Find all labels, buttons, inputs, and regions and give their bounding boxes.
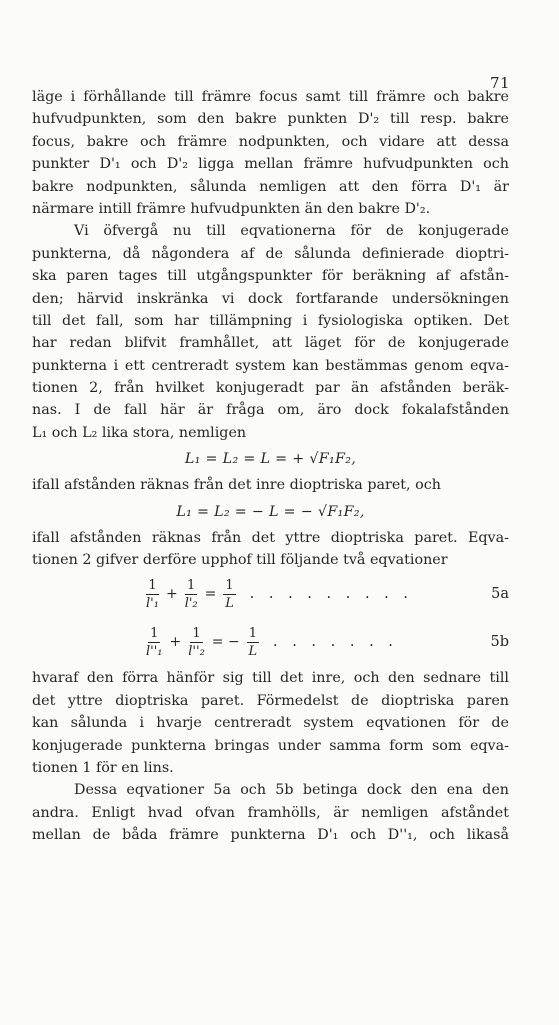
text-line: ifall afstånden räknas från det inre dioptriska paret, och [32,477,441,494]
fraction: $\frac{1}{\text{l''₂}}$ [188,625,205,659]
text-line: kan sålunda i hvarje centreradt system eqvationen för de [32,715,509,732]
text-line: andra. Enligt hvad ofvan framhölls, är nemligen afståndet [32,804,509,821]
fraction: $\frac{1}{\text{l'₂}}$ [184,577,198,611]
equation-label: 5b [490,634,509,651]
text-line: har redan blifvit framhållet, att läget för de konjugerade [32,335,509,352]
paragraph-continuation [32,86,509,847]
text-line: punkterna, då någondera af de sålunda definierade dioptri- [32,245,509,262]
text-line: hvaraf den förra hänför sig till det inre, och den sednare till [32,670,509,687]
text-line: Vi öfvergå nu till eqvationerna för de konjugerade [74,223,509,240]
fraction: $\frac{1}{L}$ [248,625,258,659]
text-line: ska paren tages till utgångspunkter för beräkning af afstån- [32,268,509,285]
text-line: punkter D'₁ och D'₂ ligga mellan främre hufvudpunkten och [32,156,509,173]
text-line: ifall afstånden räknas från det yttre dioptriska paret. Eqva- [32,529,509,546]
leader-dots: . . . . . . . . . [249,586,414,603]
text-line: konjugerade punkterna bringas under samma form som eqva- [32,737,509,754]
text-line: nas. I de fall här är fråga om, äro dock fokalafstånden [32,402,509,419]
fraction: $\frac{1}{\text{l'₁}}$ [146,577,159,611]
text-line: hufvudpunkten, som den bakre punkten D'₂ till resp. bakre [32,111,509,128]
text-line: bakre nodpunkten, sålunda nemligen att den förra D'₁ är [32,178,509,195]
equation-5a: $\frac{1}{\text{l'₁}}$ + $\frac{1}{\text{l'₂}}$ = $\frac{1}{L}$ . . . . . . . . . 5a [146,577,509,611]
leader-dots: . . . . . . . [273,634,398,651]
text-line: mellan de båda främre punkterna D'₁ och D''₁, och likaså [32,827,509,844]
text-line: tionen 2 gifver derföre upphof till följande två eqvationer [32,552,448,569]
text-line: focus, bakre och främre nodpunkten, och vidare att dessa [32,133,509,150]
fraction: $\frac{1}{L}$ [225,577,234,611]
text-line: Dessa eqvationer 5a och 5b betinga dock den ena den [74,782,509,799]
text-line: tionen 2, från hvilket konjugeradt par än afstånden beräk- [32,380,509,397]
formula-outer-pair: L₁ = L₂ = − L = − √F₁F₂, [176,503,365,520]
text-line: den; härvid inskränka vi dock fortfarande undersökningen [32,290,509,307]
text-line: det yttre dioptriska paret. Förmedelst de dioptriska paren [32,692,509,709]
equation-label: 5a [491,586,509,603]
equation-5b: $\frac{1}{\text{l''₁}}$ + $\frac{1}{\text{l''₂}}$ = − $\frac{1}{L}$ . . . . . . . 5b [146,625,509,659]
page-number: 71 [490,74,511,92]
text-line: läge i förhållande till främre focus samt till främre och bakre [32,89,509,105]
text-line: punkterna i ett centreradt system kan bestämmas genom eqva- [32,357,509,374]
text-line: tionen 1 för en lins. [32,759,174,776]
fraction: $\frac{1}{\text{l''₁}}$ [146,625,163,659]
text-line: L₁ och L₂ lika stora, nemligen [32,424,247,441]
text-line: till det fall, som har tillämpning i fysiologiska optiken. Det [32,312,509,329]
text-line: närmare intill främre hufvudpunkten än den bakre D'₂. [32,200,431,217]
formula-inner-pair: L₁ = L₂ = L = + √F₁F₂, [184,451,357,468]
